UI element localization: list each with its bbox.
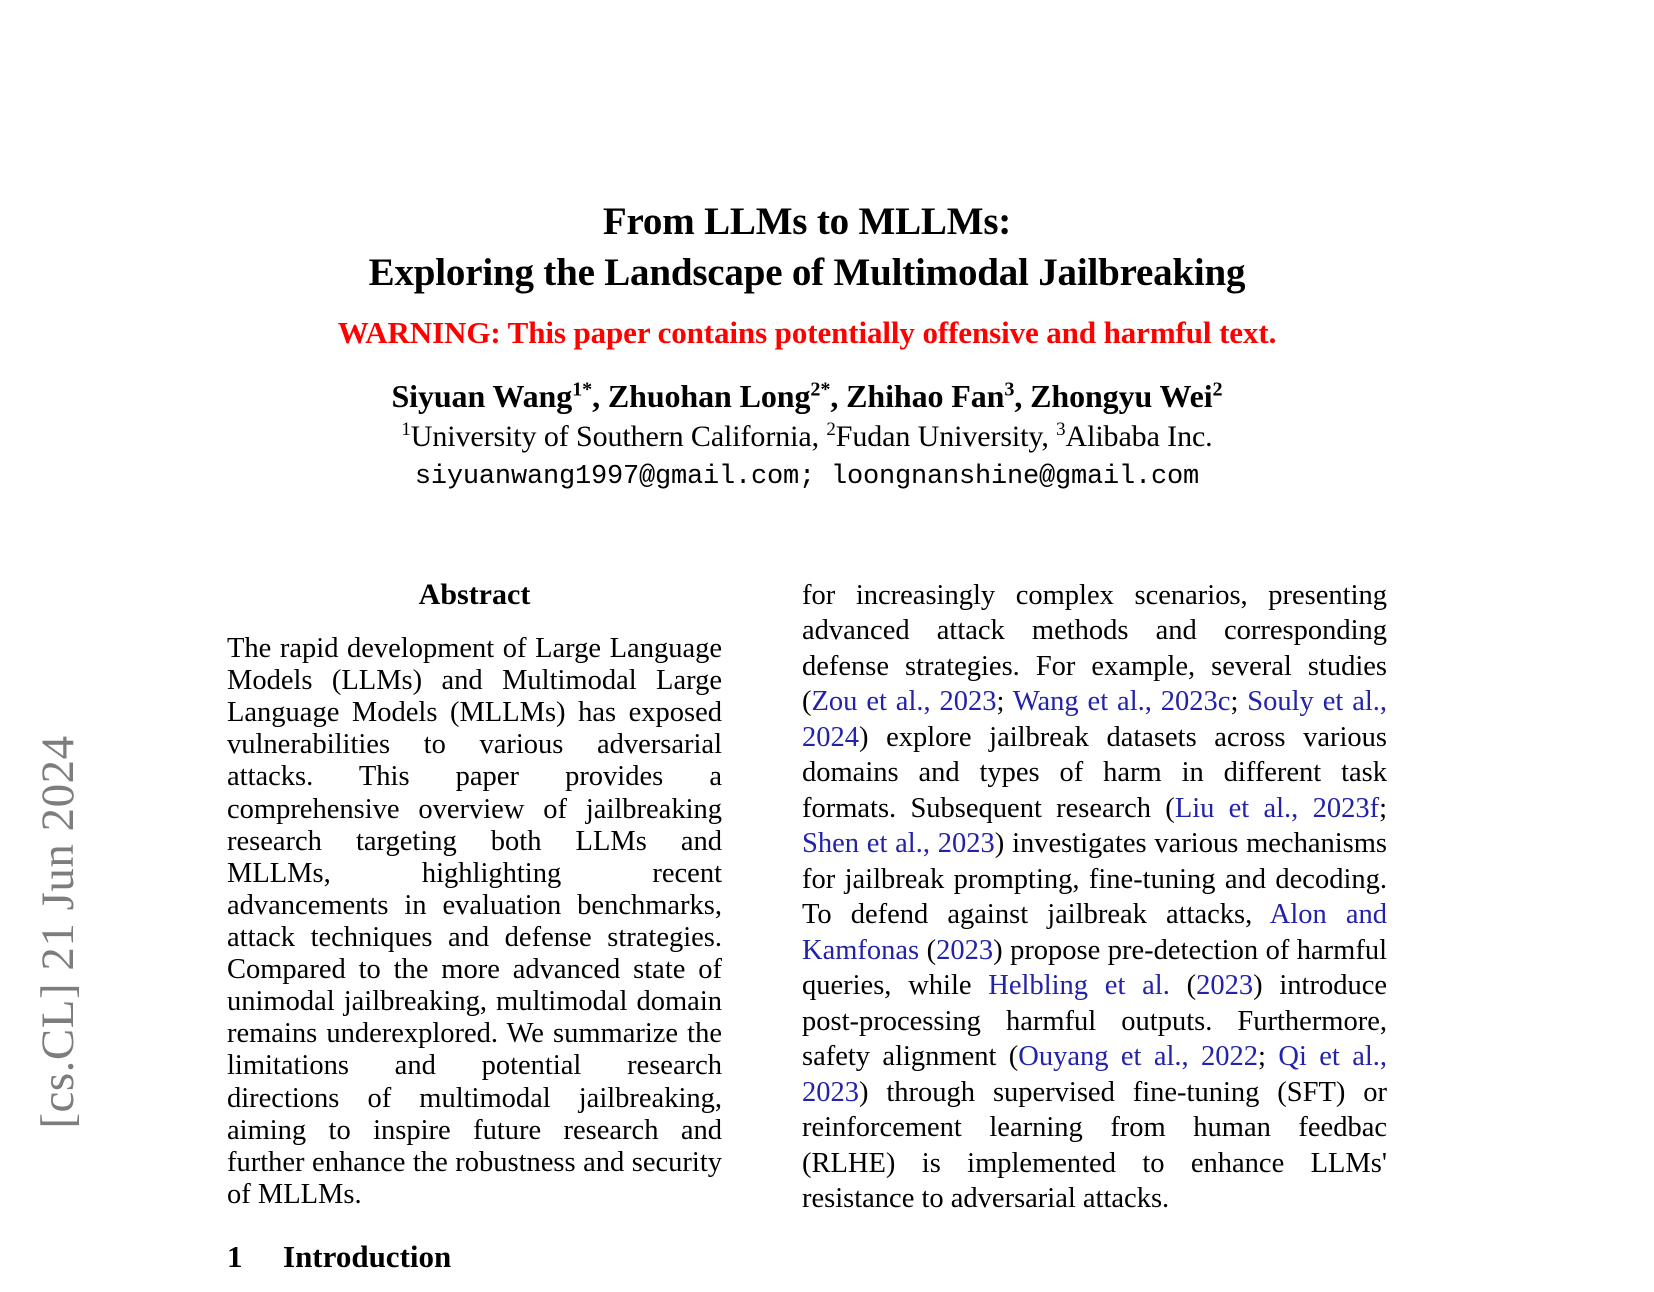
author-emails: siyuanwang1997@gmail.com; loongnanshine@gmail.com [414,462,1200,492]
body-text-run: ) investigates various mechanisms for jailbreak prompting, fine-tuning and decoding. To defend against jailbreak attacks, [802,828,1387,931]
body-text-run: ( [1169,970,1197,1002]
body-text-run: ) explore jailbreak datasets across various domains and types of harm in different task formats. Subsequent research ( [802,721,1387,824]
citation-link[interactable]: Wang et al., 2023c [1012,686,1231,718]
author-block [227,378,1387,492]
body-text-run: for increasingly complex scenarios, presenting advanced attack methods and corresponding defense strategies. For example, several studies ( [802,580,1387,718]
citation-link[interactable]: 2023 [1196,970,1254,1002]
body-text-run: ; [1230,686,1248,718]
abstract-heading: Abstract [418,578,531,611]
author-affiliations: $^1$University of Southern California, $^2$Fudan University, $^3$Alibaba Inc. [401,419,1213,453]
abstract-text: The rapid development of Large Language Models (LLMs) and Multimodal Large Language Models (MLLMs) has exposed vulnerabilities to various adversarial attacks. This paper provides a comprehensive overview of jailbreaking research targeting both LLMs and MLLMs, highlighting recent advancements in evaluation benchmarks, attack techniques and defense strategies. Compared to the more advanced state of unimodal jailbreaking, multimodal domain remains underexplored. We summarize the limitations and potential research directions of multimodal jailbreaking, aiming to inspire future research and further enhance the robustness and security of MLLMs. [227,633,722,1210]
citation-link[interactable]: Alon and Kamfonas [802,899,1388,966]
affiliation-mark: 2 [826,419,836,440]
citation-link[interactable]: Ouyang et al., 2022 [1018,1041,1259,1073]
author-name: Zhihao Fan [846,378,1005,414]
citation-link[interactable]: 2023 [936,934,994,966]
introduction-body-text [802,578,1387,1216]
section-title: Introduction [283,1238,452,1274]
citation-link[interactable]: Qi et al., 2023 [802,1041,1388,1108]
section-number: 1 [227,1238,243,1274]
affiliation-name: Fudan University [835,420,1042,453]
affiliation-name: University of Southern California [410,420,812,453]
right-column [802,578,1387,1216]
left-column [227,578,722,1275]
author-name: Zhuohan Long [607,378,811,414]
section-heading-introduction [227,1239,722,1275]
citation-link[interactable]: Souly et al., 2024 [802,686,1388,753]
body-text-run: ; [1379,792,1387,824]
citation-link[interactable]: Helbling et al. [988,970,1170,1002]
affiliation-mark: 1 [401,419,411,440]
author-affiliation-mark: 1* [572,378,593,401]
author-name: Siyuan Wang [391,378,573,414]
body-text-run: ) through supervised fine-tuning (SFT) or reinforcement learning from human feedbac (RLHE) is implemented to enhance LLMs' resistance to adversarial attacks. [802,1076,1387,1214]
author-names: Siyuan Wang$^{1*}$, Zhuohan Long$^{2*}$, Zhihao Fan$^3$, Zhongyu Wei$^2$ [391,378,1223,414]
affiliation-name: Alibaba Inc. [1065,420,1213,453]
paper-title-line-2: Exploring the Landscape of Multimodal Jailbreaking [368,251,1246,295]
body-text-run: ) introduce post-processing harmful outputs. Furthermore, safety alignment ( [802,970,1387,1073]
paper-title-block [227,196,1387,351]
author-affiliation-mark: 2 [1212,378,1223,401]
paper-title-line-1: From LLMs to MLLMs: [602,200,1012,243]
arxiv-identifier-stamp: [cs.CL] 21 Jun 2024 [32,735,84,1129]
author-affiliation-mark: 2* [810,378,831,401]
citation-link[interactable]: Shen et al., 2023 [802,828,995,860]
body-text-run: ( [919,934,937,966]
affiliation-mark: 3 [1056,419,1066,440]
body-text-run: ) propose pre-detection of harmful queries, while [802,934,1387,1002]
citation-link[interactable]: Zou et al., 2023 [811,686,997,718]
content-warning-notice: WARNING: This paper contains potentially offensive and harmful text. [337,314,1277,350]
body-text-run: ; [996,686,1013,718]
author-name: Zhongyu Wei [1030,378,1213,414]
body-text-run: ; [1258,1041,1279,1073]
author-affiliation-mark: 3 [1004,378,1015,401]
citation-link[interactable]: Liu et al., 2023f [1174,792,1380,824]
